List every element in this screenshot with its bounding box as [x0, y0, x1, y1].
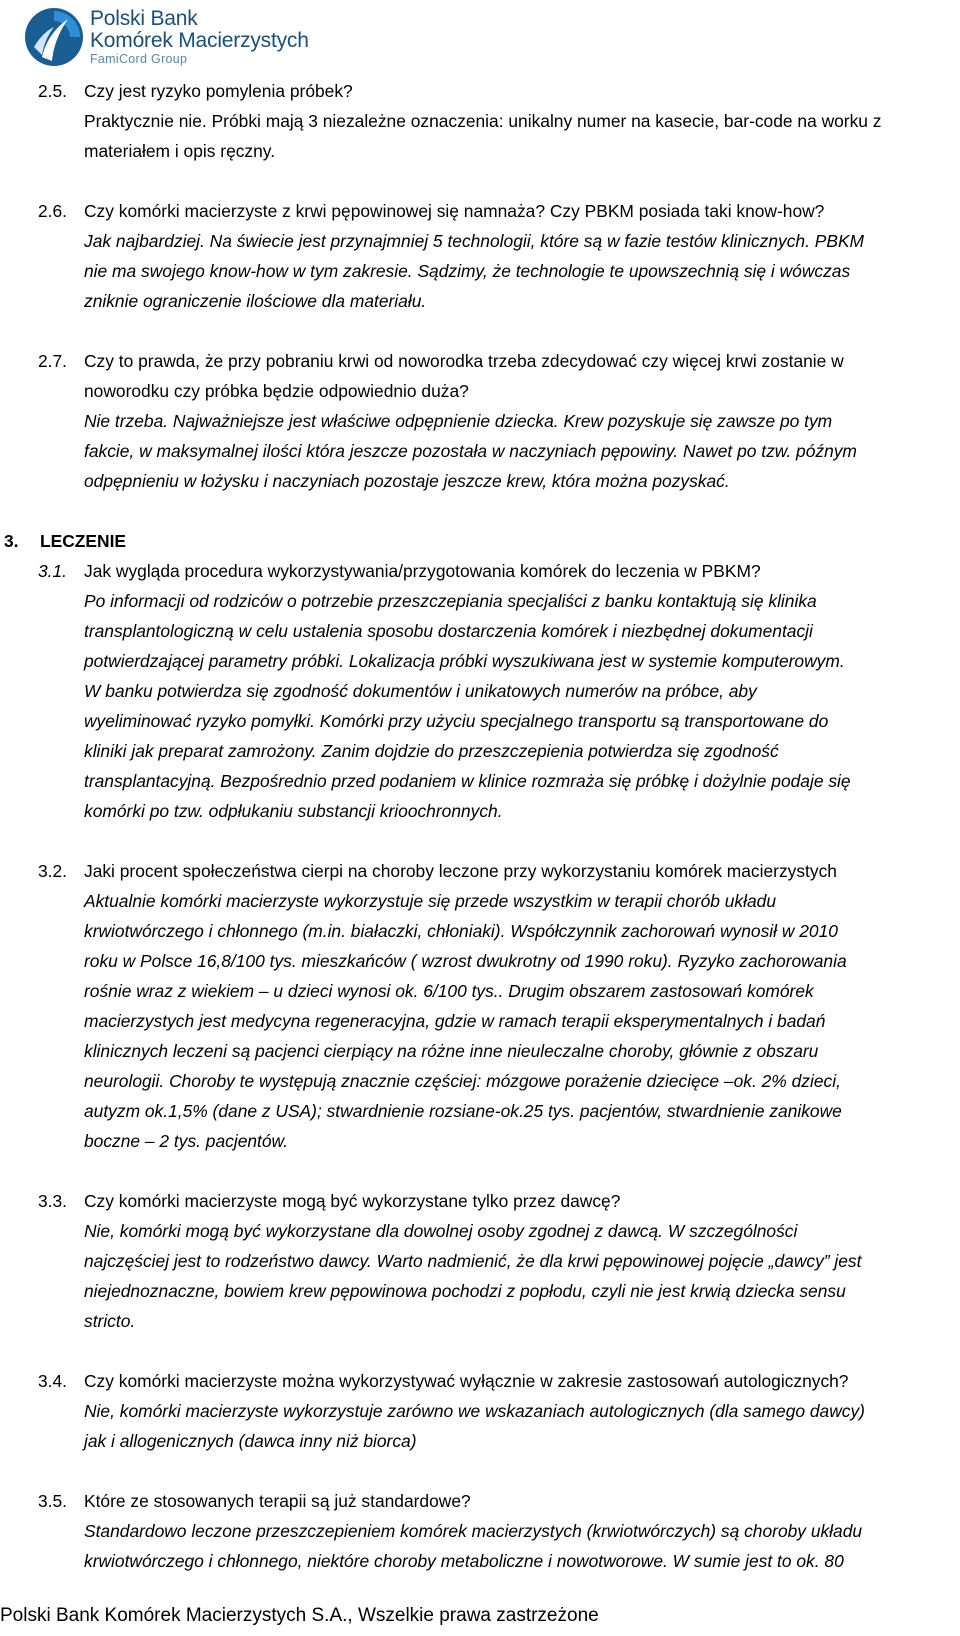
- answer-line: W banku potwierdza się zgodność dokumentów i unikatowych numerów na próbce, aby: [84, 681, 757, 701]
- question-text-cont: noworodku czy próbka będzie odpowiednio duża?: [84, 381, 469, 401]
- question-text: Czy komórki macierzyste mogą być wykorzystane tylko przez dawcę?: [84, 1191, 621, 1211]
- question-text: Czy komórki macierzyste z krwi pępowinowej się namnaża? Czy PBKM posiada taki know-how?: [84, 201, 825, 221]
- answer-line: transplantacyjną. Bezpośrednio przed podaniem w klinice rozmraża się próbkę i dożylnie podaje się: [84, 771, 851, 791]
- section-title: LECZENIE: [40, 531, 126, 551]
- question-text: Czy to prawda, że przy pobraniu krwi od noworodka trzeba zdecydować czy więcej krwi zostanie w: [84, 351, 844, 371]
- answer-line: rośnie wraz z wiekiem – u dzieci wynosi ok. 6/100 tys.. Drugim obszarem zastosowań komórek: [84, 981, 814, 1001]
- question-number: 2.6.: [38, 201, 68, 221]
- answer-line: Standardowo leczone przeszczepieniem komórek macierzystych (krwiotwórczych) są choroby układu: [84, 1521, 863, 1541]
- answer-line: Jak najbardziej. Na świecie jest przynajmniej 5 technologii, które są w fazie testów klinicznych. PBKM: [84, 231, 865, 251]
- answer-line: Nie trzeba. Najważniejsze jest właściwe odpępnienie dziecka. Krew pozyskuje się zawsze po tym: [84, 411, 833, 431]
- answer-line: potwierdzającej parametry próbki. Lokalizacja próbki wyszukiwana jest w systemie komputerowym.: [84, 651, 845, 671]
- page-footer: Polski Bank Komórek Macierzystych S.A., Wszelkie prawa zastrzeżone: [0, 1605, 599, 1626]
- answer-line: klinicznych leczeni są pacjenci cierpiący na różne inne nieuleczalne choroby, głównie z obszaru: [84, 1041, 819, 1061]
- answer-line: odpępnieniu w łożysku i naczyniach pozostaje jeszcze krew, która można pozyskać.: [84, 471, 730, 491]
- document-body: [4, 76, 960, 1576]
- answer-line: Po informacji od rodziców o potrzebie przeszczepiania specjaliści z banku kontaktują się klinika: [84, 591, 817, 611]
- question-2-7: [38, 346, 960, 376]
- answer-line: Aktualnie komórki macierzyste wykorzystuje się przede wszystkim w terapii chorób układu: [84, 891, 777, 911]
- answer-line: fakcie, w maksymalnej ilości która jeszcze pozostała w naczyniach pępowiny. Nawet po tzw. późnym: [84, 441, 857, 461]
- section-number: 3.: [4, 531, 19, 551]
- question-3-1: [38, 556, 960, 586]
- logo-line-1: Polski Bank: [90, 7, 198, 31]
- question-number: 3.2.: [38, 861, 68, 881]
- answer-line: komórki po tzw. odpłukaniu substancji krioochronnych.: [84, 801, 503, 821]
- logo-line-2: Komórek Macierzystych: [90, 29, 309, 53]
- question-3-4: [38, 1366, 960, 1396]
- answer-line: jak i allogenicznych (dawca inny niż biorca): [84, 1431, 417, 1451]
- question-text: Które ze stosowanych terapii są już standardowe?: [84, 1491, 471, 1511]
- question-number: 3.1.: [38, 561, 68, 581]
- question-3-2: [38, 856, 960, 886]
- logo-circle-icon: [24, 7, 84, 67]
- answer-line: autyzm ok.1,5% (dane z USA); stwardnienie rozsiane-ok.25 tys. pacjentów, stwardnienie zanikowe: [84, 1101, 842, 1121]
- question-text: Czy jest ryzyko pomylenia próbek?: [84, 81, 353, 101]
- bank-logo: [24, 5, 309, 69]
- answer-line: wyeliminować ryzyko pomyłki. Komórki przy użyciu specjalnego transportu są transportowane do: [84, 711, 829, 731]
- answer-line: najczęściej jest to rodzeństwo dawcy. Warto nadmienić, że dla krwi pępowinowej pojęcie „dawcy” jest: [84, 1251, 862, 1271]
- logo-line-3: FamiCord Group: [90, 52, 188, 67]
- question-2-5: [38, 76, 960, 106]
- question-number: 3.5.: [38, 1491, 68, 1511]
- answer-line: neurologii. Choroby te występują znacznie częściej: mózgowe porażenie dziecięce –ok. 2% dzieci,: [84, 1071, 841, 1091]
- question-2-6: [38, 196, 960, 226]
- question-number: 3.4.: [38, 1371, 68, 1391]
- answer-line: nie ma swojego know-how w tym zakresie. Sądzimy, że technologie te upowszechnią się i wówczas: [84, 261, 851, 281]
- section-heading: [4, 526, 926, 556]
- answer-line: roku w Polsce 16,8/100 tys. mieszkańców ( wzrost dwukrotny od 1990 roku). Ryzyko zachorowania: [84, 951, 847, 971]
- answer-line: krwiotwórczego i chłonnego (m.in. białaczki, chłoniaki). Współczynnik zachorowań wynosił w 2010: [84, 921, 838, 941]
- answer-line: krwiotwórczego i chłonnego, niektóre choroby metaboliczne i nowotworowe. W sumie jest to ok. 80: [84, 1551, 844, 1571]
- question-number: 3.3.: [38, 1191, 68, 1211]
- answer-line: kliniki jak preparat zamrożony. Zanim dojdzie do przeszczepienia potwierdza się zgodność: [84, 741, 779, 761]
- question-text: Jak wygląda procedura wykorzystywania/przygotowania komórek do leczenia w PBKM?: [84, 561, 761, 581]
- answer-line: zniknie ograniczenie ilościowe dla materiału.: [84, 291, 427, 311]
- question-number: 2.5.: [38, 81, 68, 101]
- answer-line: materiałem i opis ręczny.: [84, 141, 276, 161]
- answer-line: Nie, komórki macierzyste wykorzystuje zarówno we wskazaniach autologicznych (dla samego dawcy): [84, 1401, 865, 1421]
- question-3-5: [38, 1486, 960, 1516]
- answer-line: stricto.: [84, 1311, 136, 1331]
- answer-line: Praktycznie nie. Próbki mają 3 niezależne oznaczenia: unikalny numer na kasecie, bar-code na worku z: [84, 111, 882, 131]
- answer-line: boczne – 2 tys. pacjentów.: [84, 1131, 288, 1151]
- answer-line: Nie, komórki mogą być wykorzystane dla dowolnej osoby zgodnej z dawcą. W szczególności: [84, 1221, 798, 1241]
- question-number: 2.7.: [38, 351, 68, 371]
- answer-line: niejednoznaczne, bowiem krew pępowinowa pochodzi z popłodu, czyli nie jest krwią dziecka sensu: [84, 1281, 846, 1301]
- question-text: Czy komórki macierzyste można wykorzystywać wyłącznie w zakresie zastosowań autologicznych?: [84, 1371, 849, 1391]
- question-text: Jaki procent społeczeństwa cierpi na choroby leczone przy wykorzystaniu komórek macierzystych: [84, 861, 837, 881]
- answer-line: macierzystych jest medycyna regeneracyjna, gdzie w ramach terapii eksperymentalnych i badań: [84, 1011, 826, 1031]
- question-3-3: [38, 1186, 960, 1216]
- answer-line: transplantologiczną w celu ustalenia sposobu dostarczenia komórek i niezbędnej dokumentacji: [84, 621, 813, 641]
